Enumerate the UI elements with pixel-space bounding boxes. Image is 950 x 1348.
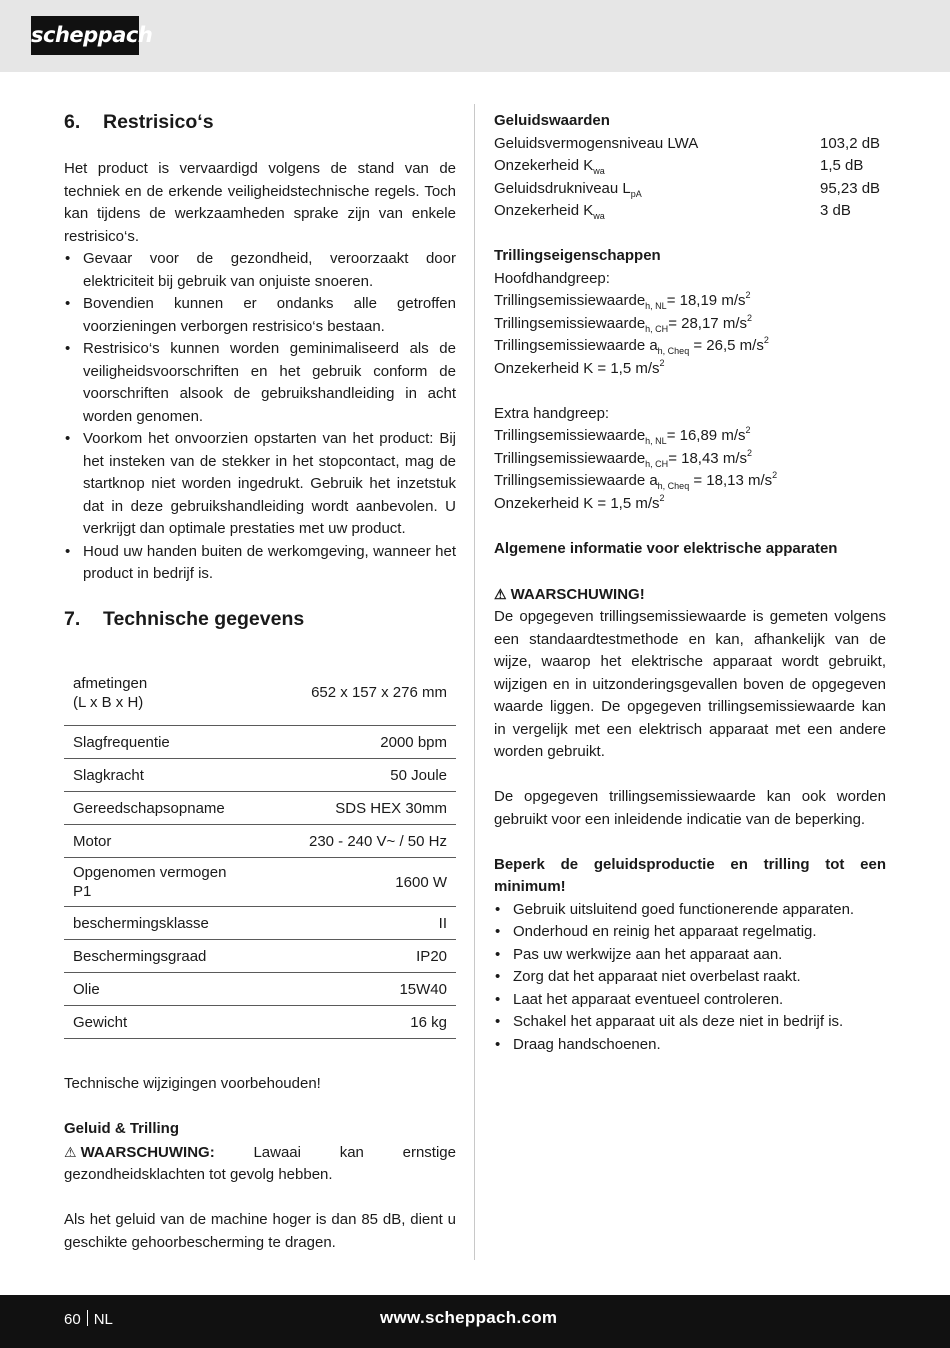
spec-label: Gereedschapsopname	[64, 792, 269, 825]
spec-value: IP20	[269, 940, 456, 973]
vibration-heading: Trillingseigenschappen	[494, 247, 661, 264]
vibration-row: Trillingsemissiewaarde$_{h, CH}$= 18,43 $m/s^2$	[494, 447, 752, 469]
spec-value: 50 Joule	[269, 759, 456, 792]
vibration-row: Trillingsemissiewaarde $a_{h, Cheq} = 26,5$ $m/s^2$	[494, 335, 769, 356]
warning-icon: ⚠	[494, 585, 507, 602]
list-item: • Houd uw handen buiten de werkomgeving, wanneer het product in bedrijf is.	[64, 541, 456, 586]
section-7-heading	[64, 607, 456, 631]
list-item: • Restrisico‘s kunnen worden geminimaliseerd als de veiligheidsvoorschriften en het gebruik conform de voorschriften alsook de gebruikshandleiding in acht worden genomen.	[64, 338, 456, 428]
column-divider	[474, 104, 475, 1260]
list-item: • Schakel het apparaat uit als deze niet in bedrijf is.	[494, 1011, 886, 1034]
noise-heading: Geluid & Trilling	[64, 1120, 180, 1137]
list-item: • Laat het apparaat eventueel controleren.	[494, 989, 886, 1012]
table-row	[64, 792, 456, 825]
spec-value: 1600 W	[269, 858, 456, 907]
section-6-intro: Het product is vervaardigd volgens de stand van de techniek en de erkende veiligheidstechnische regels. Toch kan tijdens de werkzaamheden sprake zijn van enkele restrisico‘s.	[64, 160, 456, 245]
warning-paragraph: De opgegeven trillingsemissiewaarde is gemeten volgens een standaardtestmethode en kan, afhankelijk van de wijze, waarop het elektrische apparaat wordt gebruikt, wijzigen en in uitzonderingsgevallen boven de opgegeven waarde liggen. De opgegeven trillingsemissiewaarde kan in vergelijk met een elektrisch apparaat met een andere worden gebruikt.	[494, 608, 886, 760]
spec-label: Gewicht	[64, 1006, 269, 1039]
sound-row: Geluidsvermogensniveau LWA 103,2 dB	[494, 134, 881, 152]
sound-row: Onzekerheid $K_{wa}$ 3 dB	[494, 202, 851, 221]
list-item: • Gevaar voor de gezondheid, veroorzaakt door elektriciteit bij gebruik van onjuiste snoeren.	[64, 248, 456, 293]
section-6-title: Restrisico‘s	[103, 111, 214, 133]
table-row	[64, 907, 456, 940]
sound-row: Onzekerheid $K_{wa}$ 1,5 dB	[494, 157, 864, 176]
spec-label: Opgenomen vermogen P1	[64, 858, 269, 907]
spec-table	[64, 661, 456, 1040]
warning-title: ⚠ WAARSCHUWING!	[494, 583, 886, 607]
spec-value: 2000 bpm	[269, 726, 456, 759]
main-grip-title: Hoofdhandgreep:	[494, 269, 610, 287]
sound-heading: Geluidswaarden	[494, 112, 610, 129]
spec-value: 230 - 240 V~ / 50 Hz	[269, 825, 456, 858]
table-row	[64, 940, 456, 973]
list-item: • Draag handschoenen.	[494, 1034, 886, 1057]
footer	[0, 1295, 950, 1348]
vibration-row: Trillingsemissiewaarde $a_{h, Cheq} = 18,13$ $m/s^2$	[494, 470, 778, 491]
extra-grip-title: Extra handgreep:	[494, 404, 610, 422]
vibration-row: Trillingsemissiewaarde$_{h, NL}$= 18,19 $m/s^2$	[494, 290, 751, 311]
vibration-row: Trillingsemissiewaarde$_{h, NL}$= 16,89 $m/s^2$	[494, 425, 751, 446]
general-info-heading: Algemene informatie voor elektrische apparaten	[494, 539, 838, 557]
risk-list	[64, 248, 456, 586]
spec-value: 15W40	[269, 973, 456, 1006]
technical-note: Technische wijzigingen voorbehouden!	[64, 1075, 321, 1092]
website-url[interactable]: www.scheppach.com	[380, 1308, 558, 1327]
spec-label: beschermingsklasse	[64, 907, 269, 940]
spec-label: Olie	[64, 973, 269, 1006]
table-row	[64, 825, 456, 858]
vibration-row: Onzekerheid K = 1,5 $m/s^2$	[494, 357, 665, 377]
language-code: NL	[93, 1311, 113, 1328]
vibration-row: Trillingsemissiewaarde$_{h, CH}$= 28,17 $m/s^2$	[494, 312, 752, 334]
spec-value: 16 kg	[269, 1006, 456, 1039]
section-6-heading	[64, 110, 456, 134]
page-separator	[87, 1310, 88, 1326]
list-item: • Bovendien kunnen er ondanks alle getroffen voorzieningen verborgen restrisico‘s bestaan.	[64, 293, 456, 338]
limit-heading: Beperk de geluidsproductie en trilling tot een minimum!	[494, 855, 886, 895]
table-row	[64, 1006, 456, 1039]
table-row	[64, 726, 456, 759]
vibration-row: Onzekerheid K = 1,5 $m/s^2$	[494, 492, 665, 512]
spec-label: Motor	[64, 825, 269, 858]
left-column	[64, 104, 456, 1254]
spec-label: afmetingen (L x B x H)	[64, 661, 269, 726]
limit-list	[494, 899, 886, 1057]
list-item: • Gebruik uitsluitend goed functionerende apparaten.	[494, 899, 886, 922]
spec-label: Slagkracht	[64, 759, 269, 792]
list-item: • Voorkom het onvoorzien opstarten van het product: Bij het insteken van de stekker in het stopcontact, mag de startknop niet worden ingedrukt. Gebruik het inzetstuk dat in deze gebruikshandleiding wordt aanbevolen. U verkrijgt dan optimale prestaties met uw product.	[64, 428, 456, 541]
header-band	[0, 0, 950, 72]
section-7-title: Technische gegevens	[103, 607, 305, 630]
scheppach-logo: scheppach	[31, 16, 139, 55]
warning-icon: ⚠	[64, 1143, 77, 1160]
noise-warning: ⚠ WAARSCHUWING: Lawaai kan ernstige gezondheidsklachten tot gevolg hebben.	[64, 1141, 456, 1187]
spec-label: Slagfrequentie	[64, 726, 269, 759]
page-number: 60	[64, 1311, 81, 1328]
sound-row: Geluidsdrukniveau $L_{pA}$ 95,23 dB	[494, 179, 881, 199]
list-item: • Onderhoud en reinig het apparaat regelmatig.	[494, 921, 886, 944]
spec-value: II	[269, 907, 456, 940]
page-indicator	[64, 1310, 113, 1328]
indication-paragraph: De opgegeven trillingsemissiewaarde kan ook worden gebruikt voor een inleidende indicatie van de beperking.	[494, 788, 886, 828]
table-row	[64, 759, 456, 792]
table-row	[64, 973, 456, 1006]
section-7-number: 7.	[64, 607, 81, 630]
spec-value: SDS HEX 30mm	[269, 792, 456, 825]
table-row	[64, 661, 456, 726]
list-item: • Pas uw werkwijze aan het apparaat aan.	[494, 944, 886, 967]
list-item: • Zorg dat het apparaat niet overbelast raakt.	[494, 966, 886, 989]
spec-label: Beschermingsgraad	[64, 940, 269, 973]
hearing-protection-text: Als het geluid van de machine hoger is dan 85 dB, dient u geschikte gehoorbescherming te dragen.	[64, 1211, 456, 1251]
spec-value: 652 x 157 x 276 mm	[269, 661, 456, 726]
right-column	[494, 110, 886, 1056]
table-row	[64, 858, 456, 907]
section-6-number: 6.	[64, 111, 81, 133]
